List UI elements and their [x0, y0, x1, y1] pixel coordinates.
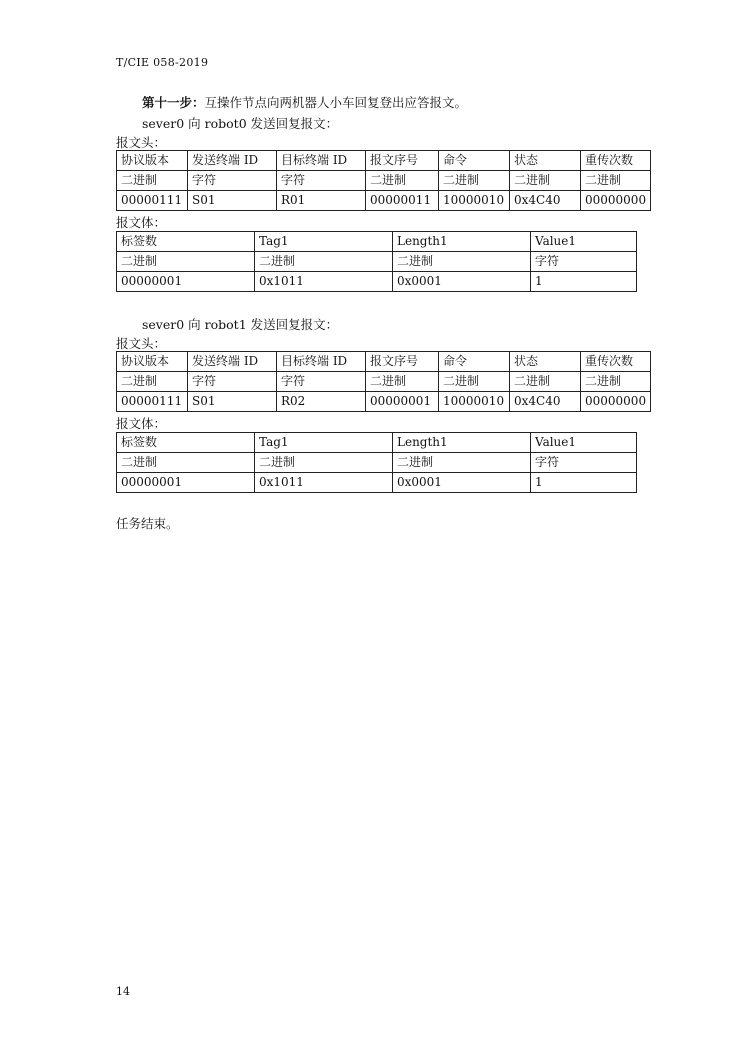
cell: 重传次数	[581, 151, 651, 171]
cell: 报文序号	[366, 352, 439, 372]
cell: 发送终端 ID	[188, 151, 277, 171]
cell: 00000001	[117, 473, 255, 493]
document-header-id: T/CIE 058-2019	[116, 56, 209, 69]
body-table-types-row	[117, 252, 637, 272]
cell: 00000111	[117, 191, 188, 211]
body-table-types-row	[117, 453, 637, 473]
cell: Length1	[393, 433, 531, 453]
cell: 二进制	[117, 171, 188, 191]
cell: 二进制	[581, 372, 651, 392]
cell: 0x1011	[255, 272, 393, 292]
body-table-columns-row	[117, 433, 637, 453]
cell: 二进制	[439, 171, 510, 191]
cell: R01	[277, 191, 366, 211]
cell: 二进制	[393, 252, 531, 272]
header-table-values-row	[117, 191, 651, 211]
cell: Value1	[531, 232, 637, 252]
cell: 二进制	[366, 372, 439, 392]
body-table-columns-row	[117, 232, 637, 252]
cell: 二进制	[366, 171, 439, 191]
cell: R02	[277, 392, 366, 412]
cell: 二进制	[255, 252, 393, 272]
cell: 0x4C40	[510, 392, 581, 412]
cell: 报文序号	[366, 151, 439, 171]
cell: 00000111	[117, 392, 188, 412]
section-1-body-table	[116, 432, 637, 493]
header-table-types-row	[117, 372, 651, 392]
section-1-body-label: 报文体：	[116, 416, 167, 431]
cell: 1	[531, 272, 637, 292]
cell: 协议版本	[117, 151, 188, 171]
cell: 二进制	[117, 252, 255, 272]
section-0-title: sever0 向 robot0 发送回复报文：	[142, 116, 339, 131]
cell: 目标终端 ID	[277, 352, 366, 372]
cell: 00000000	[581, 191, 651, 211]
cell: 状态	[510, 151, 581, 171]
cell: 二进制	[117, 372, 188, 392]
step-heading	[142, 93, 467, 111]
cell: 10000010	[439, 392, 510, 412]
body-table-values-row	[117, 272, 637, 292]
section-0-header-table	[116, 150, 651, 211]
cell: S01	[188, 191, 277, 211]
cell: 二进制	[510, 171, 581, 191]
cell: S01	[188, 392, 277, 412]
cell: 二进制	[510, 372, 581, 392]
cell: 命令	[439, 352, 510, 372]
cell: 状态	[510, 352, 581, 372]
header-table-columns-row	[117, 151, 651, 171]
cell: 10000010	[439, 191, 510, 211]
conclusion-text: 任务结束。	[116, 516, 179, 531]
cell: 二进制	[439, 372, 510, 392]
cell: 0x1011	[255, 473, 393, 493]
header-table-values-row	[117, 392, 651, 412]
cell: 二进制	[117, 453, 255, 473]
body-table-values-row	[117, 473, 637, 493]
cell: 00000001	[366, 392, 439, 412]
cell: 协议版本	[117, 352, 188, 372]
section-1-header-table	[116, 351, 651, 412]
step-label: 第十一步：	[142, 95, 205, 110]
cell: 字符	[277, 372, 366, 392]
cell: 字符	[188, 171, 277, 191]
cell: 目标终端 ID	[277, 151, 366, 171]
cell: 字符	[188, 372, 277, 392]
cell: 00000000	[581, 392, 651, 412]
section-1-title: sever0 向 robot1 发送回复报文：	[142, 317, 339, 332]
cell: 二进制	[255, 453, 393, 473]
cell: 发送终端 ID	[188, 352, 277, 372]
cell: 0x4C40	[510, 191, 581, 211]
page-number: 14	[116, 985, 130, 998]
cell: Length1	[393, 232, 531, 252]
cell: 0x0001	[393, 272, 531, 292]
cell: 字符	[531, 453, 637, 473]
cell: 标签数	[117, 232, 255, 252]
header-table-types-row	[117, 171, 651, 191]
cell: 二进制	[393, 453, 531, 473]
cell: 字符	[277, 171, 366, 191]
section-0-header-label: 报文头：	[116, 135, 167, 150]
header-table-columns-row	[117, 352, 651, 372]
step-text: 互操作节点向两机器人小车回复登出应答报文。	[204, 95, 468, 110]
cell: 0x0001	[393, 473, 531, 493]
cell: Value1	[531, 433, 637, 453]
section-0-body-label: 报文体：	[116, 215, 167, 230]
cell: Tag1	[255, 433, 393, 453]
section-0-body-table	[116, 231, 637, 292]
cell: 00000011	[366, 191, 439, 211]
cell: Tag1	[255, 232, 393, 252]
cell: 二进制	[581, 171, 651, 191]
cell: 命令	[439, 151, 510, 171]
cell: 00000001	[117, 272, 255, 292]
cell: 重传次数	[581, 352, 651, 372]
cell: 1	[531, 473, 637, 493]
cell: 标签数	[117, 433, 255, 453]
section-1-header-label: 报文头：	[116, 336, 167, 351]
cell: 字符	[531, 252, 637, 272]
